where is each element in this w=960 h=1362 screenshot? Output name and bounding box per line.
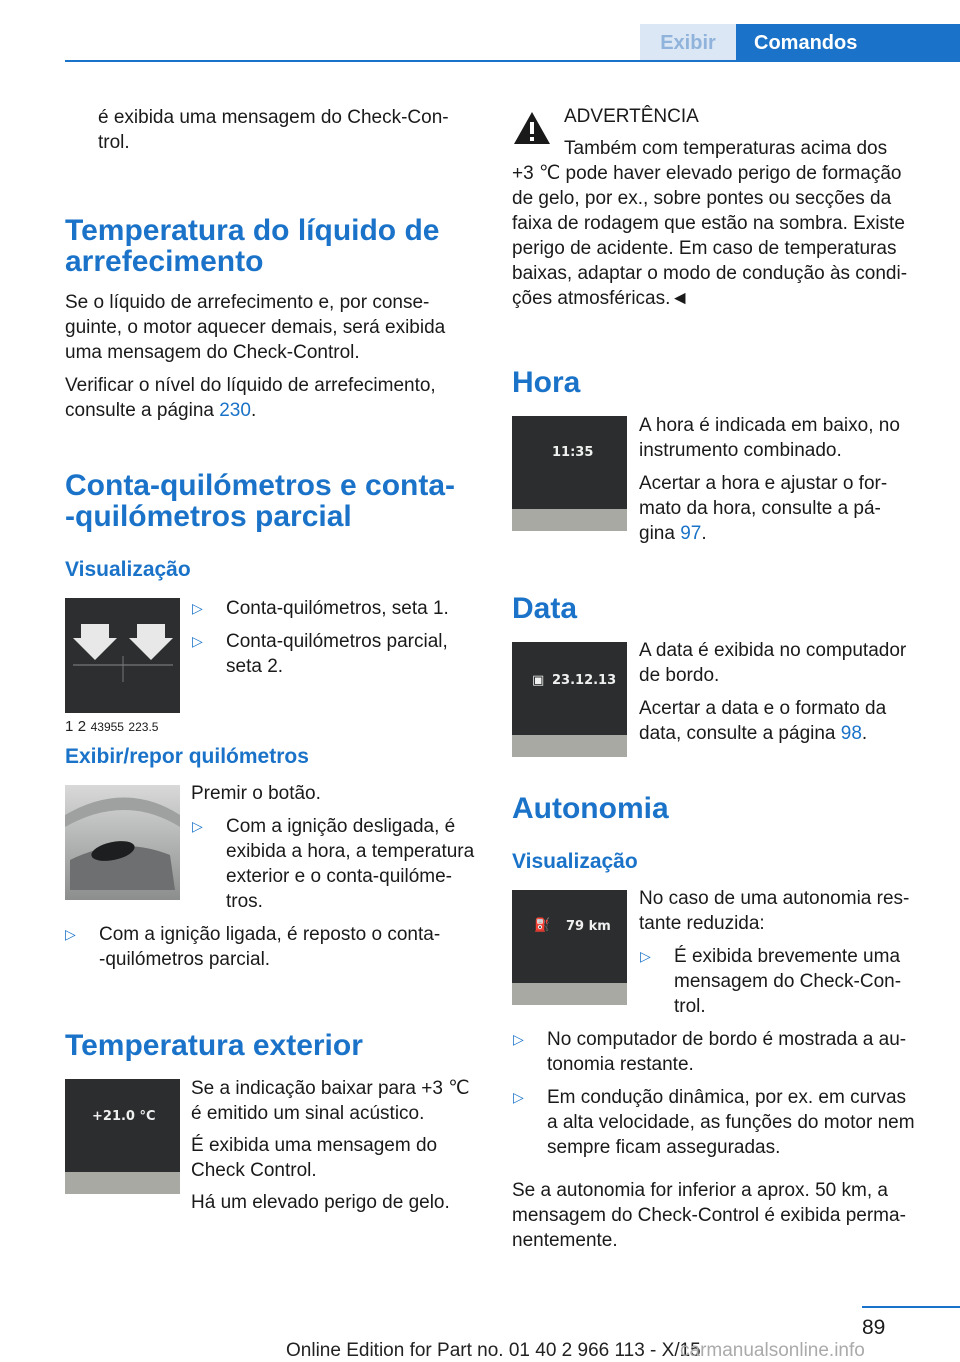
date-p2-l2: data, consulte a página 98. <box>639 723 868 744</box>
time-p2-l3: gina 97. <box>639 523 707 544</box>
outside-p1-l1: Se a indicação baixar para +3 ℃ <box>191 1078 470 1099</box>
coolant-p2-l1: Verificar o nível do líquido de arrefecimento, <box>65 375 436 396</box>
range-p1-l2: tante reduzida: <box>639 913 765 934</box>
range-image <box>512 890 627 1005</box>
bullet-triangle-icon: ▷ <box>640 948 651 964</box>
time-p2-l2: mato da hora, consulte a pá‐ <box>639 498 881 519</box>
page-link-97[interactable]: 97 <box>680 523 702 544</box>
arrow-2-label: 2 <box>77 718 87 735</box>
fuel-pump-icon: ⛽ <box>534 918 551 933</box>
warning-l3: de gelo, por ex., sobre pontes ou secções da <box>512 188 892 209</box>
footer-rule <box>862 1306 960 1308</box>
coolant-p2-l2: consulte a página 230. <box>65 400 257 421</box>
warning-l1: Também com temperaturas acima dos <box>564 138 888 159</box>
range-subtitle: Visualização <box>512 850 638 873</box>
reset-b1-l4: tros. <box>226 891 263 912</box>
outside-p3: Há um elevado perigo de gelo. <box>191 1192 450 1213</box>
range-b1-l2: mensagem do Check-Con‐ <box>674 971 902 992</box>
time-image <box>512 416 627 531</box>
coolant-p1-l1: Se o líquido de arrefecimento e, por conse‐ <box>65 292 430 313</box>
range-p2-l1: Se a autonomia for inferior a aprox. 50 km, a <box>512 1180 888 1201</box>
reset-subtitle: Exibir/repor quilómetros <box>65 745 309 768</box>
intro-line-1: é exibida uma mensagem do Check-Con‐ <box>98 107 449 128</box>
warning-l6: baixas, adaptar o modo de condução às condi‐ <box>512 263 908 284</box>
outside-temp-image <box>65 1079 180 1194</box>
warning-heading: ADVERTÊNCIA <box>564 106 699 127</box>
bullet-triangle-icon: ▷ <box>192 818 203 834</box>
odometer-bullet-2-l2: seta 2. <box>226 656 284 677</box>
page-number: 89 <box>862 1316 886 1339</box>
time-p1-l2: instrumento combinado. <box>639 440 842 461</box>
bullet-triangle-icon: ▷ <box>192 600 203 616</box>
intro-line-2: trol. <box>98 132 130 153</box>
reset-b1-l3: exterior e o conta-quilóme‐ <box>226 866 452 887</box>
reset-b2-l2: -quilómetros parcial. <box>99 949 271 970</box>
outside-p2-l1: É exibida uma mensagem do <box>191 1135 438 1156</box>
outside-p1-l2: é emitido um sinal acústico. <box>191 1103 425 1124</box>
warning-l5: perigo de acidente. Em caso de temperaturas <box>512 238 897 259</box>
bullet-triangle-icon: ▷ <box>513 1031 524 1047</box>
header-rule <box>65 60 960 62</box>
image-band <box>512 509 627 531</box>
watermark: carmanualsonline.info <box>680 1340 865 1361</box>
tripmeter-value: 223.5 <box>128 720 159 734</box>
bullet-triangle-icon: ▷ <box>192 633 203 649</box>
calendar-icon: ▣ <box>532 673 545 688</box>
image-band <box>512 735 627 757</box>
reset-button-icon <box>65 785 180 900</box>
odometer-image <box>65 598 180 735</box>
time-value: 11:35 <box>552 445 594 460</box>
outside-temp-title: Temperatura exterior <box>65 1029 363 1062</box>
range-b3-l2: a alta velocidade, as funções do motor nem <box>547 1112 915 1133</box>
coolant-title-2: arrefecimento <box>65 245 264 278</box>
coolant-p1-l2: guinte, o motor aquecer demais, será exibida <box>65 317 446 338</box>
time-p1-l1: A hora é indicada em baixo, no <box>639 415 900 436</box>
date-title: Data <box>512 592 578 625</box>
bullet-triangle-icon: ▷ <box>65 926 76 942</box>
date-value: 23.12.13 <box>552 673 617 688</box>
arrow-1-label: 1 <box>65 718 74 735</box>
page-link-98[interactable]: 98 <box>840 723 862 744</box>
header-tab-comandos: Comandos <box>736 24 960 62</box>
warning-l7: ções atmosféricas.◄ <box>512 288 690 309</box>
coolant-title-1: Temperatura do líquido de <box>65 214 440 247</box>
odometer-value: 43955 <box>90 720 124 734</box>
time-p2-l1: Acertar a hora e ajustar o for‐ <box>639 473 888 494</box>
range-b1-l3: trol. <box>674 996 706 1017</box>
image-band <box>512 983 627 1005</box>
reset-p1: Premir o botão. <box>191 783 321 804</box>
header-tab-exibir: Exibir <box>640 24 736 62</box>
warning-icon <box>512 109 552 147</box>
odometer-subtitle: Visualização <box>65 558 191 581</box>
warning-l2: +3 ℃ pode haver elevado perigo de formação <box>512 163 902 184</box>
range-b3-l3: sempre ficam asseguradas. <box>547 1137 781 1158</box>
range-title: Autonomia <box>512 792 669 825</box>
range-p2-l3: nentemente. <box>512 1230 618 1251</box>
odometer-title-2: -quilómetros parcial <box>65 500 352 533</box>
range-value: 79 km <box>566 919 611 934</box>
date-image <box>512 642 627 757</box>
outside-temp-value: +21.0 °C <box>92 1109 156 1124</box>
reset-b1-l2: exibida a hora, a temperatura <box>226 841 475 862</box>
image-band <box>65 1172 180 1194</box>
warning-l4: faixa de rodagem que estão na sombra. Existe <box>512 213 905 234</box>
date-p1-l2: de bordo. <box>639 665 720 686</box>
page-link-230[interactable]: 230 <box>219 400 251 421</box>
range-p1-l1: No caso de uma autonomia res‐ <box>639 888 910 909</box>
time-title: Hora <box>512 366 581 399</box>
coolant-p1-l3: uma mensagem do Check-Control. <box>65 342 360 363</box>
range-b2-l2: tonomia restante. <box>547 1054 694 1075</box>
odometer-title-1: Conta-quilómetros e conta- <box>65 469 456 502</box>
footer-edition: Online Edition for Part no. 01 40 2 966 113 - X/15 <box>286 1340 701 1361</box>
bullet-triangle-icon: ▷ <box>513 1089 524 1105</box>
reset-button-image <box>65 785 180 900</box>
range-p2-l2: mensagem do Check-Control é exibida perma‐ <box>512 1205 906 1226</box>
odometer-arrows-icon <box>65 598 180 713</box>
outside-p2-l2: Check Control. <box>191 1160 317 1181</box>
date-p2-l1: Acertar a data e o formato da <box>639 698 887 719</box>
date-p1-l1: A data é exibida no computador <box>639 640 907 661</box>
